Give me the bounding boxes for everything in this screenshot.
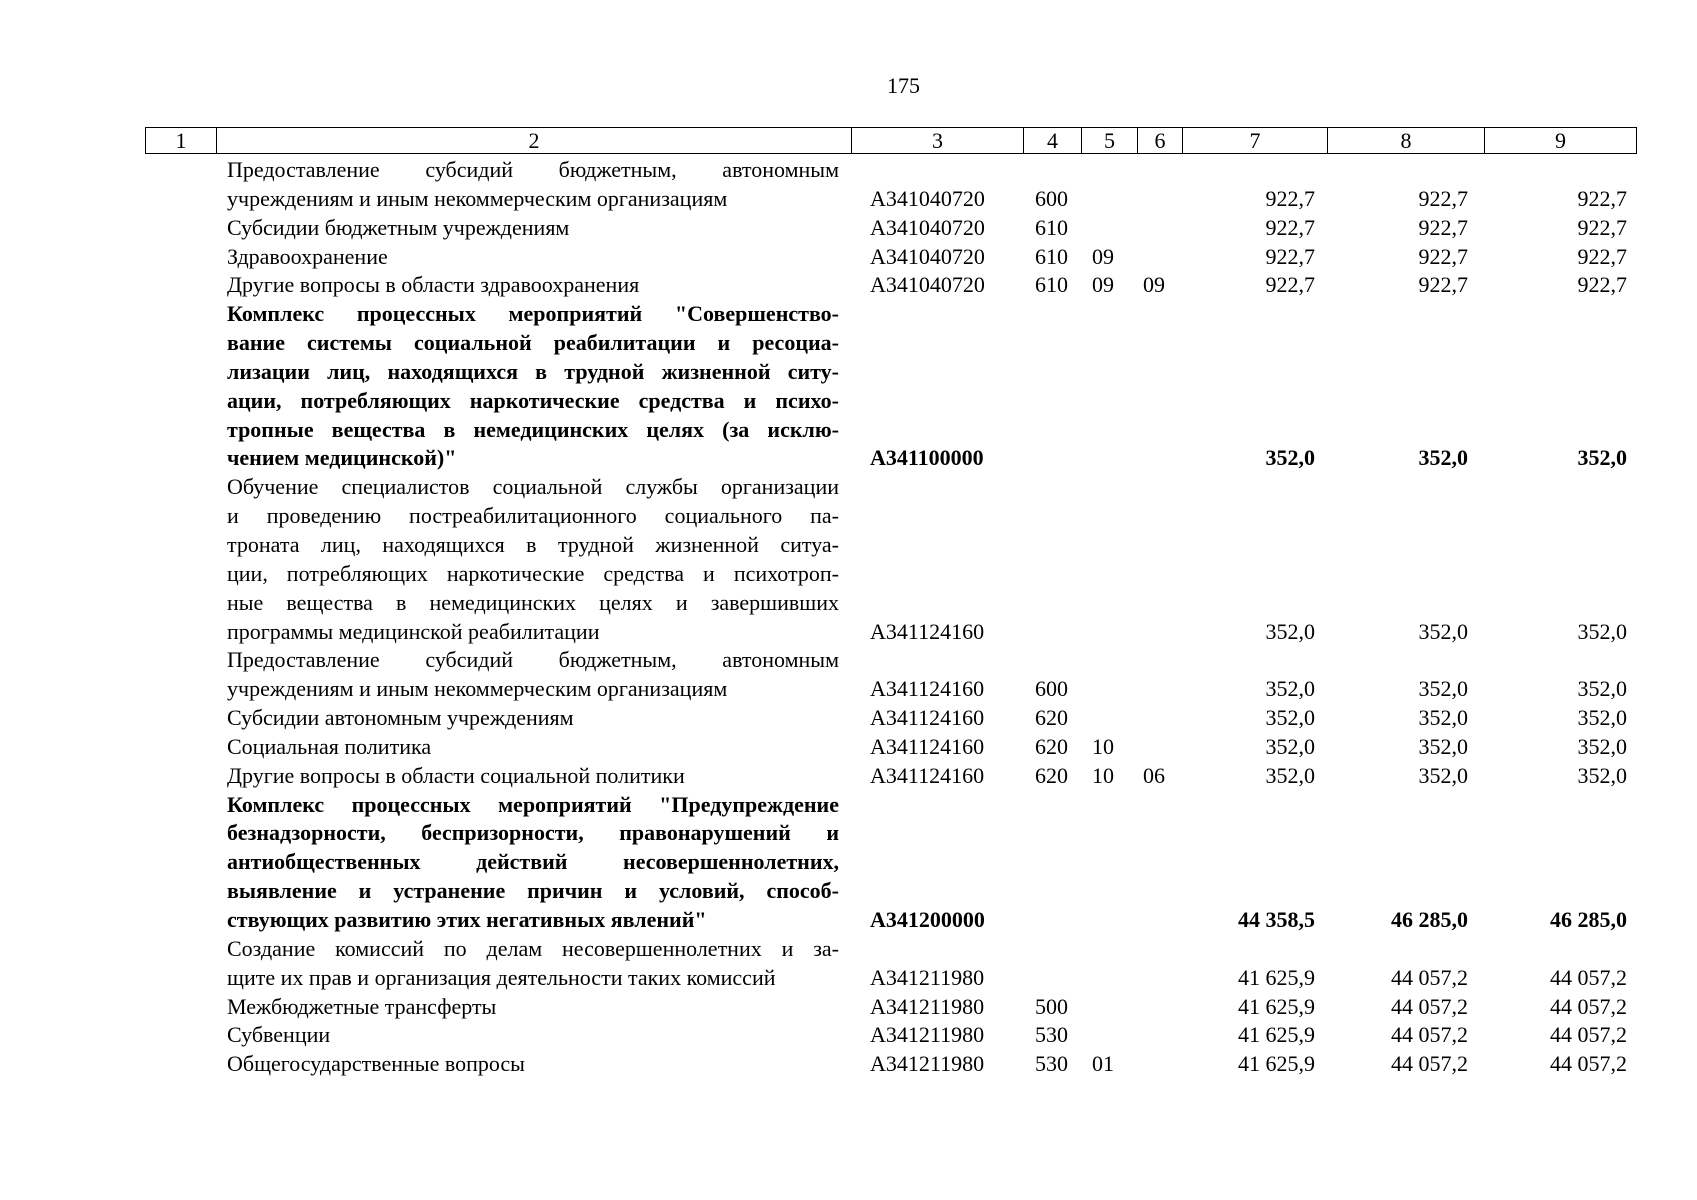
expense-type-code: 620 <box>1035 705 1068 731</box>
amount-col-8: 352,0 <box>1418 445 1468 471</box>
target-article-code: А341211980 <box>870 964 985 990</box>
header-col-5: 5 <box>1082 128 1138 153</box>
section-code: 09 <box>1092 272 1114 298</box>
description-line: троната лиц, находящихся в трудной жизненной ситуа- <box>227 532 839 557</box>
row-description <box>227 733 839 762</box>
description-line: Предоставление субсидий бюджетным, автономным <box>227 157 839 182</box>
target-article-code: А341124160 <box>870 618 985 644</box>
section-code: 09 <box>1092 243 1114 269</box>
table-row <box>0 243 1697 272</box>
description-line: Здравоохранение <box>227 243 388 269</box>
row-description <box>227 214 839 243</box>
table-row <box>0 473 1697 646</box>
table-row <box>0 993 1697 1022</box>
subsection-code: 09 <box>1143 272 1165 298</box>
description-line: ствующих развитию этих негативных явлений" <box>227 907 707 932</box>
budget-table-body <box>0 156 1697 1079</box>
amount-col-8: 352,0 <box>1418 705 1468 731</box>
description-line: Субсидии бюджетным учреждениям <box>227 214 570 240</box>
description-line: лизации лиц, находящихся в трудной жизненной ситу- <box>227 358 839 384</box>
amount-col-7: 352,0 <box>1265 705 1315 731</box>
row-description <box>227 300 839 473</box>
amount-col-8: 352,0 <box>1418 618 1468 644</box>
amount-col-7: 352,0 <box>1265 762 1315 788</box>
description-line: Субсидии автономным учреждениям <box>227 705 574 731</box>
description-line: безнадзорности, беспризорности, правонарушений и <box>227 820 839 846</box>
target-article-code: А341200000 <box>870 907 985 933</box>
description-line: тропные вещества в немедицинских целях (за исклю- <box>227 416 839 442</box>
table-row <box>0 935 1697 993</box>
target-article-code: А341040720 <box>870 272 985 298</box>
expense-type-code: 530 <box>1035 1051 1068 1077</box>
description-line: Другие вопросы в области социальной политики <box>227 762 685 788</box>
amount-col-8: 46 285,0 <box>1391 907 1468 933</box>
row-description <box>227 762 839 791</box>
description-line: Комплекс процессных мероприятий "Предупреждение <box>227 791 839 817</box>
row-description <box>227 156 839 214</box>
row-description <box>227 646 839 704</box>
target-article-code: А341124160 <box>870 762 985 788</box>
row-description <box>227 271 839 300</box>
column-number-header <box>145 127 1637 154</box>
table-row <box>0 300 1697 473</box>
table-row <box>0 1021 1697 1050</box>
amount-col-9: 352,0 <box>1577 445 1627 471</box>
amount-col-8: 352,0 <box>1418 676 1468 702</box>
expense-type-code: 500 <box>1035 993 1068 1019</box>
description-line: ации, потребляющих наркотические средства и психо- <box>227 387 839 413</box>
row-description <box>227 1050 839 1079</box>
target-article-code: А341040720 <box>870 214 985 240</box>
amount-col-8: 922,7 <box>1418 243 1468 269</box>
table-row <box>0 791 1697 935</box>
description-line: ные вещества в немедицинских целях и завершивших <box>227 589 839 615</box>
amount-col-9: 46 285,0 <box>1550 907 1627 933</box>
target-article-code: А341211980 <box>870 993 985 1019</box>
amount-col-7: 41 625,9 <box>1238 1051 1315 1077</box>
description-line: Другие вопросы в области здравоохранения <box>227 272 640 298</box>
amount-col-9: 352,0 <box>1577 705 1627 731</box>
table-row <box>0 704 1697 733</box>
amount-col-9: 352,0 <box>1577 618 1627 644</box>
amount-col-7: 922,7 <box>1265 272 1315 298</box>
amount-col-7: 41 625,9 <box>1238 964 1315 990</box>
description-line: вание системы социальной реабилитации и ресоциа- <box>227 330 839 356</box>
amount-col-9: 352,0 <box>1577 733 1627 759</box>
row-description <box>227 935 839 993</box>
header-col-6: 6 <box>1138 128 1183 153</box>
amount-col-7: 41 625,9 <box>1238 993 1315 1019</box>
header-col-9: 9 <box>1555 128 1566 153</box>
section-code: 10 <box>1092 762 1114 788</box>
expense-type-code: 600 <box>1035 676 1068 702</box>
section-code: 01 <box>1092 1051 1114 1077</box>
amount-col-8: 352,0 <box>1418 762 1468 788</box>
target-article-code: А341124160 <box>870 705 985 731</box>
row-description <box>227 993 839 1022</box>
description-line: Субвенции <box>227 1022 331 1048</box>
amount-col-9: 44 057,2 <box>1550 1022 1627 1048</box>
page-number: 175 <box>887 73 920 98</box>
table-row <box>0 156 1697 214</box>
table-row <box>0 1050 1697 1079</box>
description-line: Межбюджетные трансферты <box>227 993 497 1019</box>
amount-col-9: 922,7 <box>1577 214 1627 240</box>
description-line: щите их прав и организация деятельности таких комиссий <box>227 964 776 990</box>
description-line: Социальная политика <box>227 733 432 759</box>
amount-col-9: 44 057,2 <box>1550 993 1627 1019</box>
target-article-code: А341124160 <box>870 733 985 759</box>
description-line: и проведению постреабилитационного социального па- <box>227 503 839 529</box>
header-col-2: 2 <box>217 128 852 153</box>
expense-type-code: 600 <box>1035 185 1068 211</box>
description-line: Общегосударственные вопросы <box>227 1051 525 1077</box>
amount-col-7: 352,0 <box>1265 676 1315 702</box>
description-line: выявление и устранение причин и условий, способ- <box>227 878 839 904</box>
amount-col-7: 922,7 <box>1265 243 1315 269</box>
amount-col-7: 352,0 <box>1265 733 1315 759</box>
amount-col-8: 922,7 <box>1418 214 1468 240</box>
target-article-code: А341100000 <box>870 445 984 471</box>
amount-col-8: 44 057,2 <box>1391 993 1468 1019</box>
description-line: программы медицинской реабилитации <box>227 618 600 644</box>
target-article-code: А341211980 <box>870 1022 985 1048</box>
header-col-1: 1 <box>146 128 217 153</box>
amount-col-9: 922,7 <box>1577 185 1627 211</box>
expense-type-code: 530 <box>1035 1022 1068 1048</box>
amount-col-9: 44 057,2 <box>1550 964 1627 990</box>
row-description <box>227 243 839 272</box>
expense-type-code: 610 <box>1035 272 1068 298</box>
amount-col-9: 352,0 <box>1577 676 1627 702</box>
row-description <box>227 1021 839 1050</box>
description-line: Предоставление субсидий бюджетным, автономным <box>227 647 839 673</box>
amount-col-7: 922,7 <box>1265 185 1315 211</box>
description-line: Обучение специалистов социальной службы организации <box>227 474 839 500</box>
description-line: учреждениям и иным некоммерческим организациям <box>227 676 728 702</box>
amount-col-9: 352,0 <box>1577 762 1627 788</box>
description-line: чением медицинской)" <box>227 445 457 471</box>
expense-type-code: 620 <box>1035 762 1068 788</box>
amount-col-8: 922,7 <box>1418 272 1468 298</box>
table-row <box>0 646 1697 704</box>
expense-type-code: 610 <box>1035 243 1068 269</box>
amount-col-7: 352,0 <box>1265 618 1315 644</box>
amount-col-7: 922,7 <box>1265 214 1315 240</box>
subsection-code: 06 <box>1143 762 1165 788</box>
header-col-4: 4 <box>1024 128 1082 153</box>
description-line: учреждениям и иным некоммерческим организациям <box>227 185 728 211</box>
amount-col-8: 44 057,2 <box>1391 964 1468 990</box>
amount-col-7: 352,0 <box>1265 445 1315 471</box>
description-line: ции, потребляющих наркотические средства и психотроп- <box>227 560 839 586</box>
amount-col-9: 44 057,2 <box>1550 1051 1627 1077</box>
table-row <box>0 214 1697 243</box>
expense-type-code: 620 <box>1035 733 1068 759</box>
header-col-8: 8 <box>1328 128 1485 153</box>
amount-col-7: 44 358,5 <box>1238 907 1315 933</box>
target-article-code: А341040720 <box>870 243 985 269</box>
amount-col-8: 44 057,2 <box>1391 1022 1468 1048</box>
target-article-code: А341211980 <box>870 1051 985 1077</box>
section-code: 10 <box>1092 733 1114 759</box>
table-row <box>0 762 1697 791</box>
header-col-3: 3 <box>852 128 1024 153</box>
row-description <box>227 704 839 733</box>
row-description <box>227 791 839 935</box>
amount-col-9: 922,7 <box>1577 243 1627 269</box>
amount-col-7: 41 625,9 <box>1238 1022 1315 1048</box>
amount-col-9: 922,7 <box>1577 272 1627 298</box>
table-row <box>0 733 1697 762</box>
description-line: Создание комиссий по делам несовершеннолетних и за- <box>227 935 839 961</box>
header-col-7: 7 <box>1183 128 1328 153</box>
target-article-code: А341040720 <box>870 185 985 211</box>
target-article-code: А341124160 <box>870 676 985 702</box>
description-line: Комплекс процессных мероприятий "Совершенство- <box>227 301 839 327</box>
expense-type-code: 610 <box>1035 214 1068 240</box>
row-description <box>227 473 839 646</box>
amount-col-8: 922,7 <box>1418 185 1468 211</box>
amount-col-8: 352,0 <box>1418 733 1468 759</box>
description-line: антиобщественных действий несовершеннолетних, <box>227 849 839 875</box>
table-row <box>0 271 1697 300</box>
amount-col-8: 44 057,2 <box>1391 1051 1468 1077</box>
